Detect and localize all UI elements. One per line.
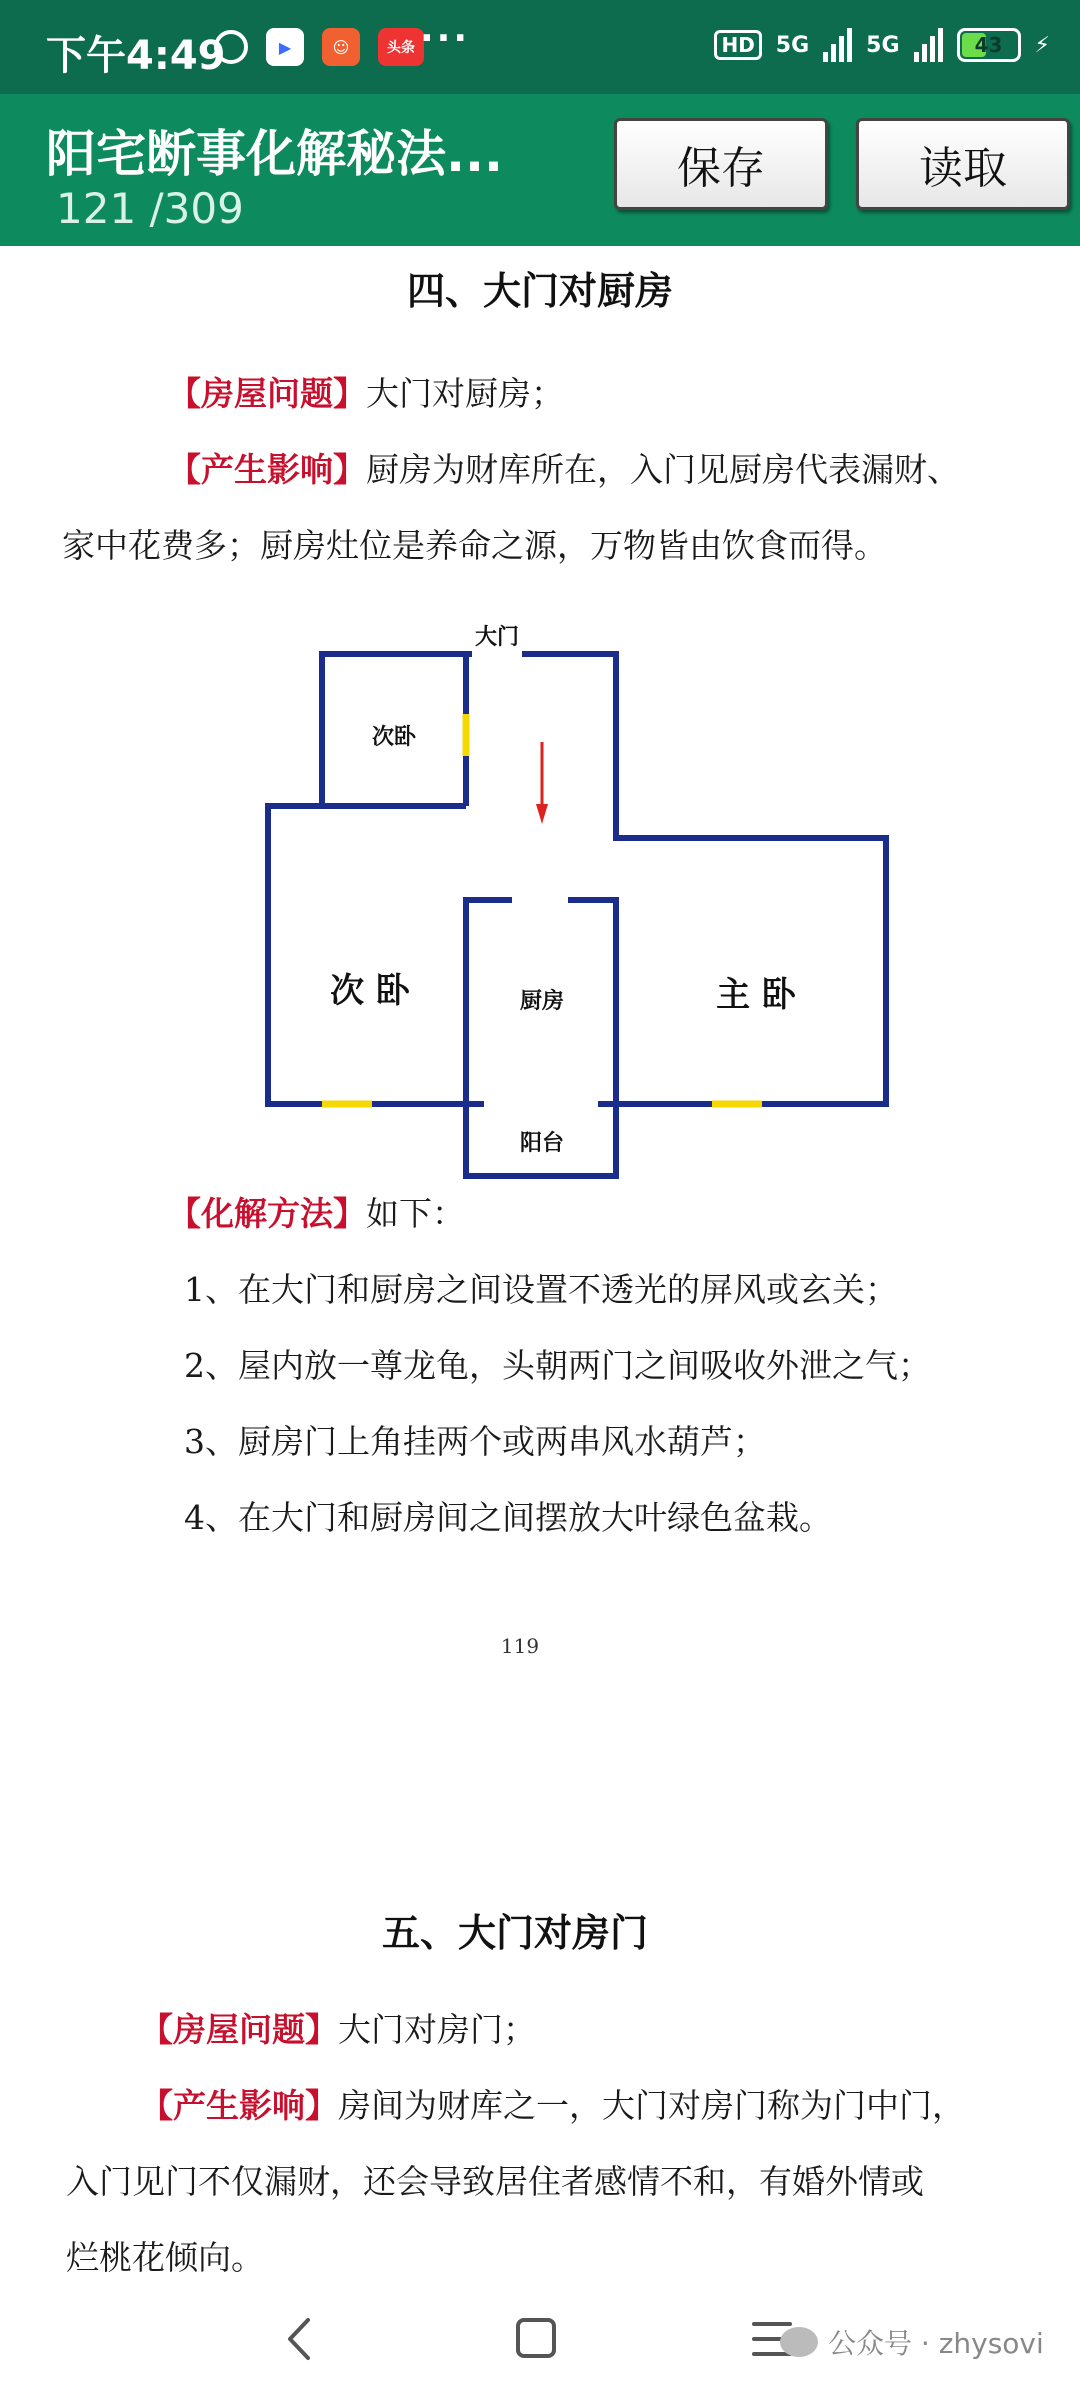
solution-item-3: 3、厨房门上角挂两个或两串风水葫芦； — [184, 1422, 766, 1461]
section4-effect-line2: 家中花费多；厨房灶位是养命之源，万物皆由饮食而得。 — [62, 526, 887, 565]
effect-text-5-1: 房间为财库之一，大门对房门称为门中门， — [338, 2086, 965, 2125]
battery-icon — [957, 28, 1021, 62]
section5-effect-line2: 入门见门不仅漏财，还会导致居住者感情不和，有婚外情或 — [66, 2162, 924, 2201]
section4-heading: 四、大门对厨房 — [406, 268, 673, 313]
load-button[interactable]: 读取 — [856, 118, 1070, 210]
problem-tag: 【房屋问题】 — [168, 374, 366, 413]
effect-tag-5: 【产生影响】 — [140, 2086, 338, 2125]
document-title: 阳宅断事化解秘法... — [46, 125, 503, 183]
effect-text-1: 厨房为财库所在，入门见厨房代表漏财、 — [366, 450, 960, 489]
system-status — [714, 28, 1050, 62]
battery-level: 43 — [974, 33, 1003, 57]
section4-problem — [168, 356, 564, 432]
signal-icon — [823, 28, 852, 62]
watermark — [780, 2322, 1044, 2362]
effect-tag: 【产生影响】 — [168, 450, 366, 489]
app-bar — [0, 94, 1080, 246]
page-indicator: 121 /309 — [56, 184, 244, 233]
network-label-2: 5G — [866, 32, 900, 58]
floor-plan-diagram — [262, 624, 902, 1180]
signal-icon-2 — [914, 28, 943, 62]
status-time: 下午4:49 — [46, 33, 226, 79]
label-balcony: 阳台 — [519, 1130, 565, 1156]
more-notifications-icon: ··· — [420, 18, 471, 59]
charging-icon: ⚡ — [1034, 32, 1050, 58]
solution-tag: 【化解方法】 — [168, 1194, 366, 1233]
section5-effect-line3: 烂桃花倾向。 — [66, 2238, 264, 2277]
document-view[interactable] — [0, 246, 1080, 2296]
watermark-text: 公众号 · zhysovi — [828, 2327, 1044, 2360]
save-button[interactable]: 保存 — [614, 118, 828, 210]
section5-effect-line1 — [140, 2068, 965, 2144]
toutiao-icon: 头条 — [378, 28, 424, 66]
page-number: 119 — [500, 1634, 540, 1658]
hd-badge: HD — [714, 30, 761, 60]
back-icon[interactable] — [284, 2316, 314, 2362]
home-icon[interactable] — [516, 2318, 556, 2358]
solution-text: 如下： — [366, 1194, 465, 1233]
notification-icons — [214, 28, 424, 66]
play-icon: ▶ — [266, 28, 304, 66]
alarm-icon — [214, 30, 248, 64]
section4-effect-line1 — [168, 432, 960, 508]
label-second-bedroom: 次 卧 — [330, 971, 410, 1011]
section5-problem — [140, 1992, 536, 2068]
solution-item-4: 4、在大门和厨房间之间摆放大叶绿色盆栽。 — [184, 1498, 832, 1537]
label-master-bedroom: 主 卧 — [716, 975, 796, 1015]
problem-text: 大门对厨房； — [366, 374, 564, 413]
label-main-door: 大门 — [474, 624, 520, 650]
solution-item-2: 2、屋内放一尊龙龟，头朝两门之间吸收外泄之气； — [184, 1346, 931, 1385]
problem-tag-5: 【房屋问题】 — [140, 2010, 338, 2049]
entry-arrow-icon — [536, 742, 548, 824]
network-label-1: 5G — [775, 32, 810, 58]
label-second-bedroom-small: 次卧 — [371, 724, 417, 750]
section4-solution-intro — [168, 1176, 465, 1252]
section5-heading: 五、大门对房门 — [381, 1910, 648, 1955]
status-bar — [0, 0, 1080, 94]
wechat-icon — [780, 2327, 818, 2357]
app-icon: ☺ — [322, 28, 360, 66]
floor-plan-walls — [268, 654, 886, 1176]
label-kitchen: 厨房 — [519, 988, 565, 1014]
solution-item-1: 1、在大门和厨房之间设置不透光的屏风或玄关； — [184, 1270, 898, 1309]
problem-text-5: 大门对房门； — [338, 2010, 536, 2049]
